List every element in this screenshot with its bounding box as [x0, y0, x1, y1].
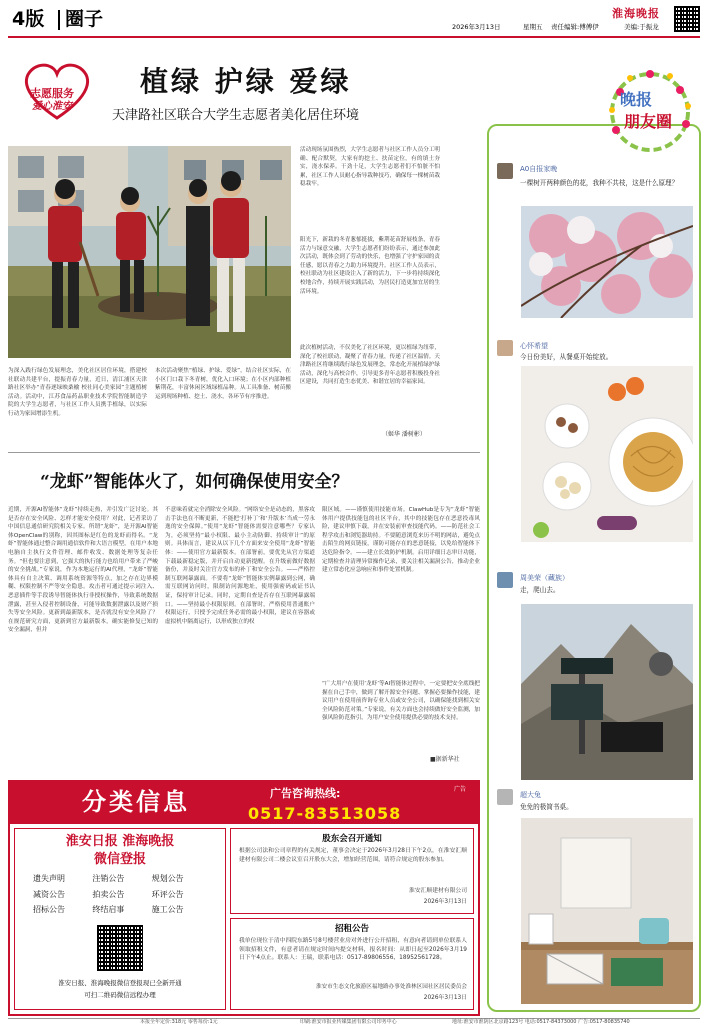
feature-body-col3b: 阳光下，新栽的冬青葱郁挺拔，紫荆花苗舒展枝条，青春活力与绿意交融，大学生志愿者们纷纷表示，通过参加此次活动，既体会到了劳动的快乐，也增强了守护家园的责任感，愿以青春之力助力环境提升。社区工作人员表示，校社联动为社区建设注入了新的活力，下一步将持续深化校地合作，持续开展实践活动，为居民打造更加宜居的生活环境。 [300, 237, 440, 295]
header-rule [8, 36, 700, 38]
issue-date: 2026年3月13日 [452, 23, 501, 31]
wechat-footer-2: 可扫二维码微信远程办理 [84, 991, 156, 999]
header-divider [58, 10, 60, 30]
designer: 美编:于振龙 [624, 23, 659, 31]
feature-caption: 为深入践行绿色发展理念，美化社区居住环境，搭建校社联动共建平台，提振青春力量，近日，清江浦区天津路社区举办“青春逐绿映桑榆 校社同心美家园”主题植树活动。活动中，江苏食品药品职业技术学院智能制造学院的大学生志愿者，与社区工作人员携手植绿，以实际行动为家园增添生机。 [8, 368, 147, 417]
footer-address: 地址:淮安市淮阴区北京路123号 电话:0517-84373000 广告:0517-80835740 [452, 1019, 630, 1025]
shareholder-notice-date: 2026年3月13日 [423, 899, 467, 905]
lease-notice-body: 我单位现位于清中四院东路5号8号楼营业房对外进行公开招租，有意向者请到单位联系人领取招租文件，有意者请在规定时间内提交材料，报名时间：从即日起至2026年3月19日下午4点止。联系人：王瑞，联系电话：0517-89806556、18952561728。 [239, 938, 467, 961]
notice-type-item: 终结启事 [92, 905, 125, 915]
lease-notice-box [230, 918, 474, 1010]
feature-body-col2: 本次活动聚焦“植绿、护绿、爱绿”，结合社区实际，在小区门口栽下冬青树，优化入口环境；在小区内部种植紫荆花，丰富休闲区域绿植品种。从工具准备、树苗搬运到现场种植、挖土、浇水，各环节有序推进。 [155, 368, 291, 400]
notice-type-item: 遗失声明 [33, 874, 65, 883]
hotline-label: 广告咨询热线: [270, 787, 341, 800]
section-name: 圈子 [65, 8, 104, 30]
post-text: 一棵树开两种颜色的花，我种不共枝，这是什么原理？ [520, 179, 679, 187]
masthead-logo: 淮海晚报 [612, 7, 660, 20]
notice-type-item: 减资公告 [33, 889, 65, 899]
classified-banner [10, 782, 478, 824]
moments-title-1: 晚报 [620, 90, 653, 109]
header-qr-code [674, 6, 700, 32]
shareholder-notice-box [230, 828, 474, 914]
avatar[interactable] [497, 572, 513, 588]
article-title: “龙虾”智能体火了，如何确保使用安全？ [40, 472, 349, 492]
food-table-photo[interactable] [521, 366, 693, 542]
classified-title: 分类信息 [82, 787, 190, 816]
post-author[interactable]: A0自报家晚 [520, 165, 558, 173]
editor: 责任编辑:傅傅伊 [551, 23, 599, 31]
lease-notice-date: 2026年3月13日 [423, 995, 467, 1001]
article-col2: 不意味着就完全消除安全风险。“网络安全是动态的，黑客攻击手法也在不断更新，不能把‘打补丁’和‘升版本’当成一劳永逸的安全保障。”使用“龙虾”智能体需要注意哪些？专家认为，必须坚持“最小权限、最小主动防御、持续审计”的原则。具体而言，建议从以下几个方面来安全使用“龙虾”智能体：——使用官方最新版本。在部署前，要优先从官方渠道下载最新稳定版，并开启自动更新提醒。在升级前做好数据备份，并及时关注官方发布的补丁和安全公告。——严格控制互联网暴露面。不要将“龙虾”智能体实例暴露到公网，确需互联网访问时，限制访问源地址，使用强密码或证书认证，保持审计记录。同时，定期自查是否存在互联网暴露端口。——坚持最小权限原则。在部署时，严格使用普通账户权限运行，只授予完成任务必需的最小权限，建议在容器或虚拟机中隔离运行，以形成独立的权 [165, 507, 315, 625]
avatar[interactable] [497, 340, 513, 356]
page-header [0, 0, 708, 36]
feature-bottom-rule [8, 452, 480, 453]
feature-body-col3a: 活动现场氛围热烈，大学生志愿者与社区工作人员分工明确、配合默契，大家有的挖土、扶苗定位，有的填土夯实，浇水保养。干劲十足，大学生志愿者们不怕脏不怕累，社区工作人员耐心指导栽种技巧，确保每一棵树苗栽稳栽牢。 [300, 147, 440, 188]
notice-type-item: 环评公告 [151, 889, 184, 899]
notice-type-item: 注销公告 [92, 874, 125, 883]
tree-planting-photo [8, 146, 291, 358]
wechat-qr-code[interactable] [97, 925, 143, 971]
post-text: 免免的极简书桌。 [520, 803, 573, 811]
post-author[interactable]: 周美荣（藏族） [520, 574, 569, 582]
moments-title-2: 朋友圈 [624, 112, 673, 131]
avatar[interactable] [497, 163, 513, 179]
notice-type-item: 拍卖公告 [92, 889, 125, 899]
article-col3a: 限区域。——谨慎使用技能市场。ClawHub是专为“龙虾”智能体用户提供技能包的社区平台，其中的技能包存在恶意投毒风险，建议审慎下载，并在安装前审查技能代码。——防范社会工程学攻击和浏览器劫持。不要随意浏览来历不明的网站，避免点击陌生的网页链接，谨防可能存在的恶意链接，以免给智能体下达危险指令。——建立长效防护机制。启用详细日志审计功能，定期检查并清理异常操作记录，要关注相关漏洞公告，推动企业建立常态化应急响应和事件处置机制。 [322, 507, 480, 574]
shareholder-notice-title: 股东会召开通知 [322, 834, 382, 844]
lease-notice-title: 招租公告 [334, 924, 369, 934]
mountain-sign-photo[interactable] [521, 604, 693, 780]
page-number: 4版 [12, 8, 45, 30]
feature-subtitle: 天津路社区联合大学生志愿者美化居住环境 [112, 108, 360, 123]
desk-photo[interactable] [521, 818, 693, 1004]
article-col1: 近期，开源AI智能体“龙虾”持续走热，并引发广泛讨论。其是否存在安全风险、怎样才能安全使用？对此，记者采访了中国信息通信研究院相关专家。所谓“龙虾”，是开源AI智能体OpenClaw的别称，因其图标是红色的龙虾而得名。“龙虾”智能体通过整合调用通信软件和大语言模型，在用户本地电脑自主执行文件管理、邮件收发、数据处理等复杂任务。“但也要注意到，它强大的执行能力也给用户带来了严峻的安全挑战。”专家说，作为本地运行的AI代理，“龙虾”智能体具有自主决策、调用系统资源等特点，加之存在边界模糊、权限控制不严等安全隐患。攻击者可通过提示词注入、恶意插件等手段诱导智能体执行非授权操作，导致系统数据泄露，甚至入侵者控制设备，可能导致数据泄露以及财产损失等安全风险。更新到最新版本，是否就没有安全风险了？在规范研究方面，更新到官方最新版本，确实能修复已知的安全漏洞，但并 [8, 507, 158, 634]
feature-title: 植绿 护绿 爱绿 [140, 65, 352, 98]
feature-body-col3c: 此次植树活动，不仅美化了社区环境，更以植绿为纽带，深化了校社联动，凝聚了青春力量，传递了社区温情。天津路社区将继续践行绿色发展理念，常态化开展植绿护绿活动，深化与高校合作，引导更多青年志愿者积极投身社区建设，共同打造生态优美、和谐宜居的幸福家园。 [300, 345, 440, 386]
moments-header [600, 62, 700, 162]
footer-price: 本报全年定价:318元 零售每份:1元 [140, 1019, 218, 1025]
lease-notice-signer: 淮安市生态文化旅游区福地路办事处淮林区园社区居民委员会 [315, 984, 467, 990]
ad-tag: 广告 [454, 786, 467, 793]
badge-line-1: 志愿服务 [30, 87, 74, 100]
blossom-tree-photo[interactable] [521, 206, 693, 318]
article-col3b: “广大用户在使用‘龙虾’等AI智能体过程中，一定要把安全底线把握在自己手中，做到了解开源安全问题、掌握必要操作技能，建议用户在使用前咨询专业人员或安全公司，以确保能找到相关安全风险防范对策。”专家说，有关方面也会持续做好安全监测，加强风险防范指引，为用户安全使用提供必要的技术支持。 [322, 681, 480, 722]
volunteer-badge [14, 56, 100, 126]
wechat-registration-box [14, 828, 226, 1010]
notice-type-item: 规划公告 [151, 874, 184, 883]
feature-byline: （姬华 潘树彬） [382, 431, 426, 438]
shareholder-notice-body: 根据公司法和公司章程的有关规定，董事会决定于2026年3月28日下午2点，在淮安汇顺建材有限公司二楼会议室召开股东大会，增加经营范围，请符合规定的股东参加。 [239, 848, 467, 863]
wechat-title-1: 淮安日报 淮海晚报 [65, 834, 175, 849]
badge-line-2: 爱心淮安 [32, 101, 72, 112]
hotline-number: 0517-83513058 [248, 804, 402, 823]
article-byline: ■据新华社 [430, 756, 460, 763]
post-author[interactable]: 心怀希望 [520, 342, 548, 350]
post-author[interactable]: 超大兔 [520, 791, 541, 799]
classified-section [8, 780, 480, 1016]
shareholder-notice-signer: 淮安汇顺建材有限公司 [409, 888, 467, 894]
issue-weekday: 星期五 [523, 23, 543, 31]
notice-type-item: 招标公告 [33, 905, 65, 915]
notice-type-grid [33, 873, 211, 916]
post-text: 今日份美好，从餐桌开始绽放。 [520, 353, 613, 361]
post-text: 走，爬山去。 [520, 586, 560, 594]
footer-printer: 印刷:淮安市报业传媒集团有限公司印务中心 [300, 1019, 397, 1025]
wechat-footer-1: 淮安日报、淮海晚报微信登报现已全新开通 [58, 979, 182, 987]
avatar[interactable] [497, 789, 513, 805]
notice-type-item: 施工公告 [151, 905, 184, 915]
wechat-title-2: 微信登报 [93, 852, 146, 867]
